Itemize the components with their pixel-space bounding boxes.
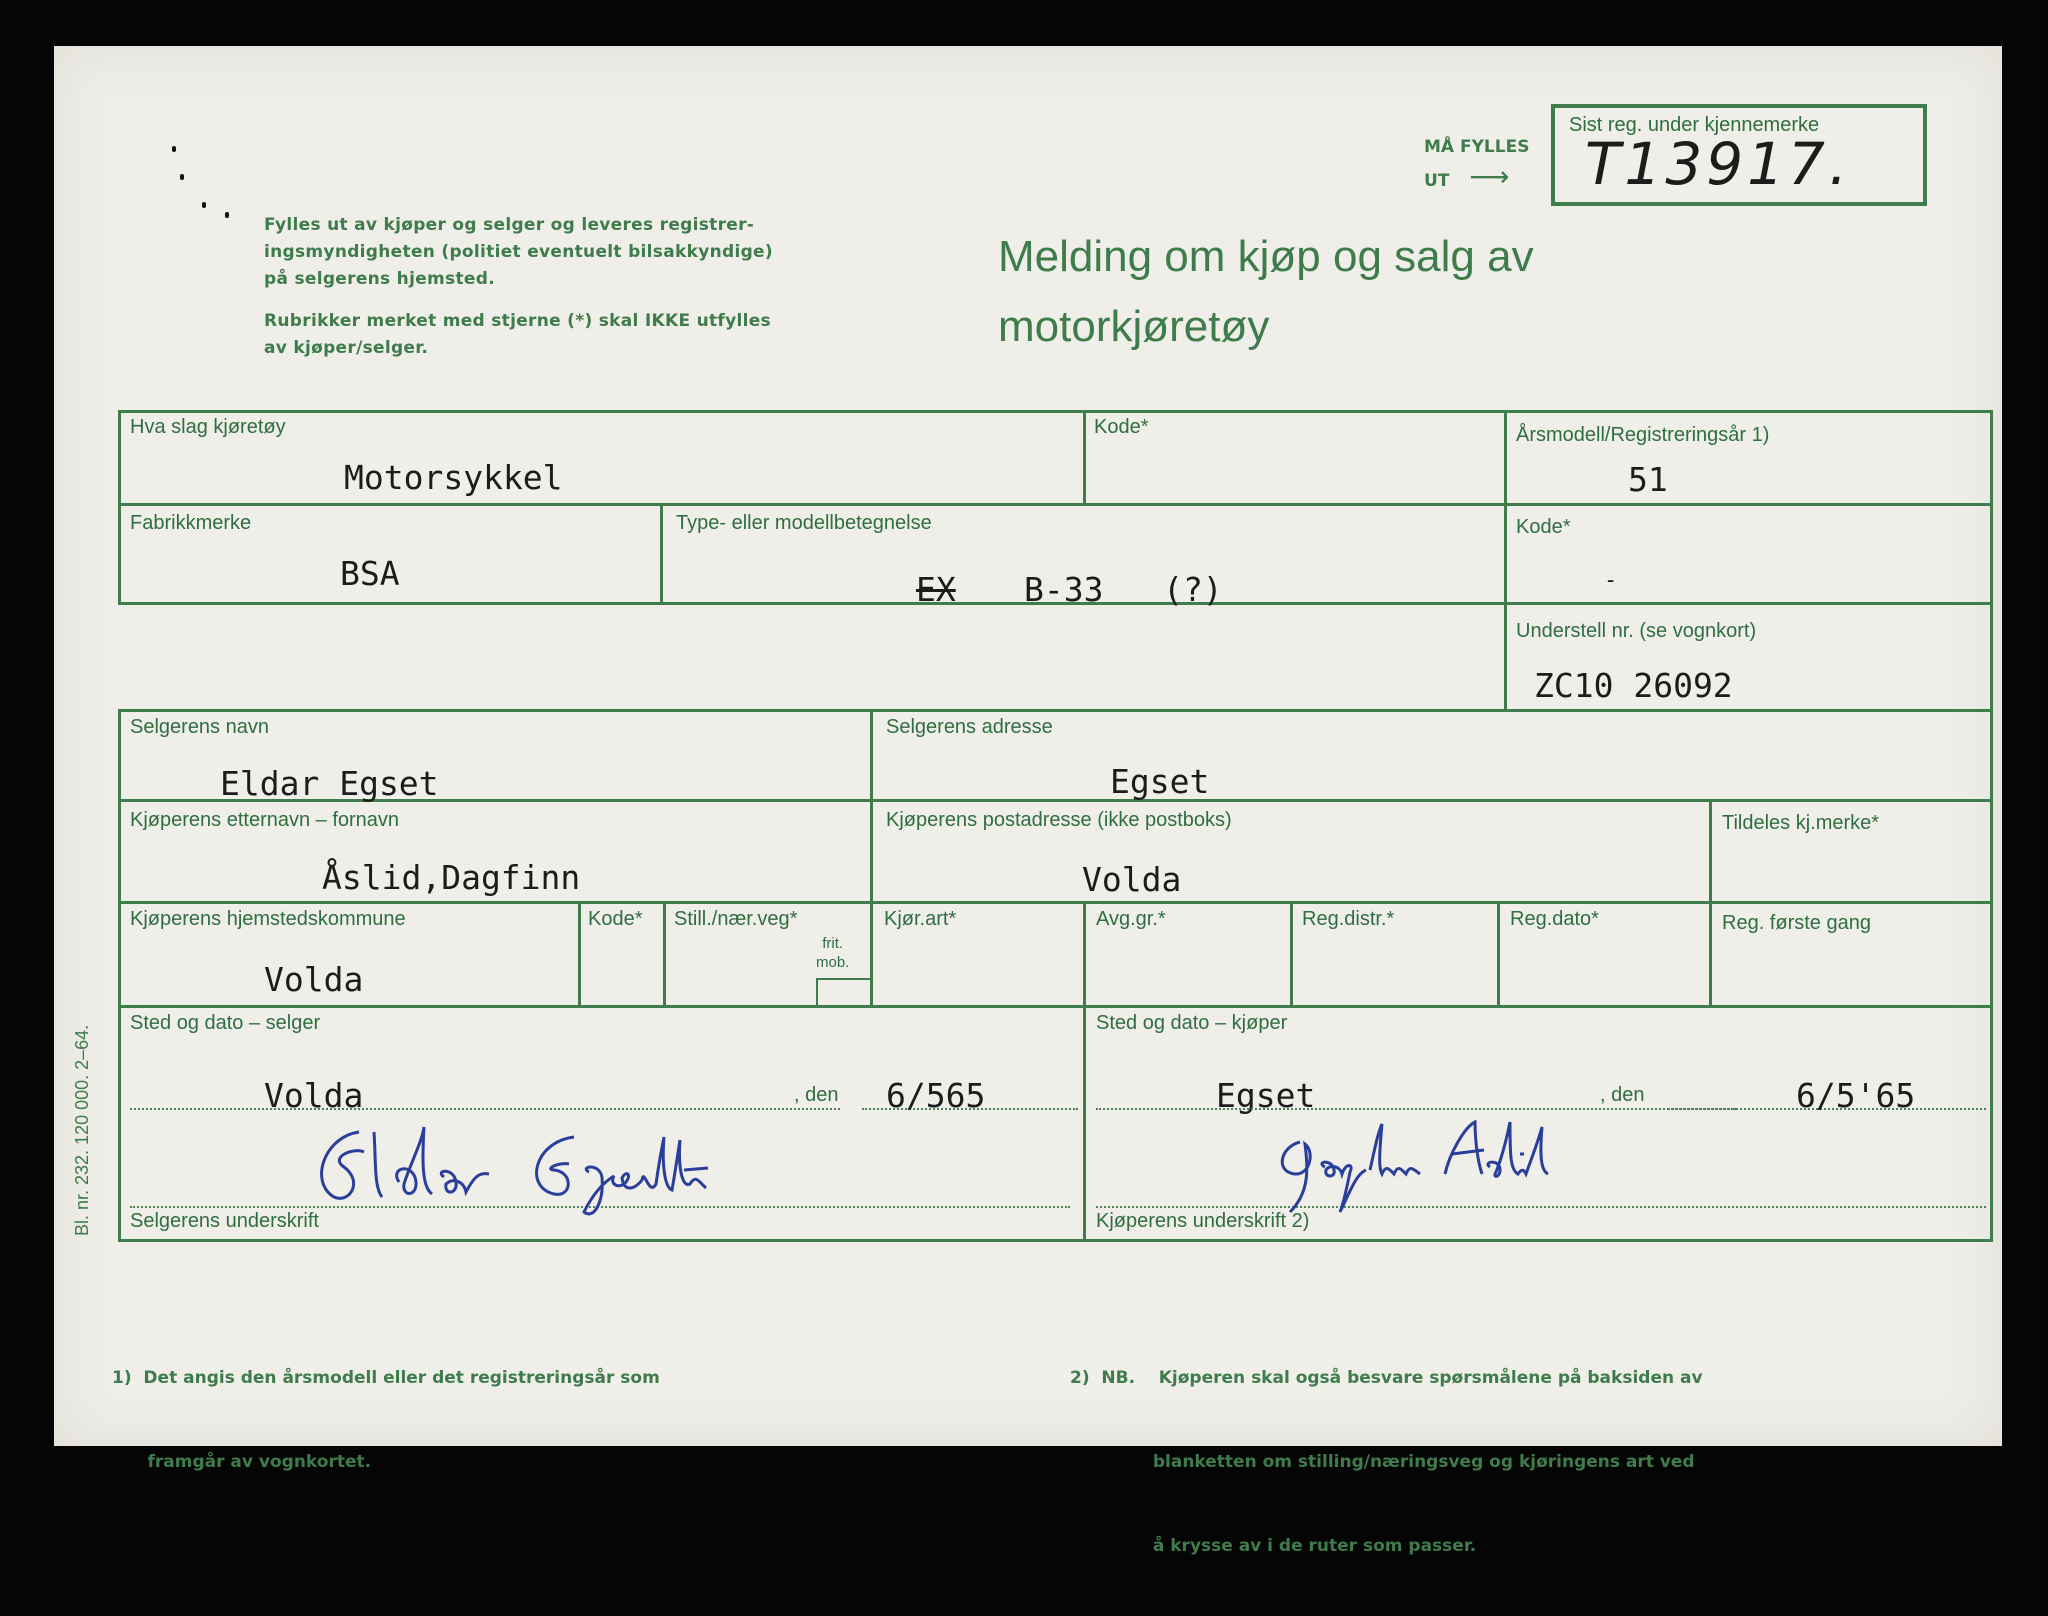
rubrik-note bbox=[264, 308, 771, 362]
buyer-date-value: 6/5'65 bbox=[1796, 1076, 1916, 1115]
punch-mark bbox=[202, 202, 206, 208]
must-fill-text: MÅ FYLLES bbox=[1424, 137, 1530, 157]
kjorart-label: Kjør.art* bbox=[884, 908, 957, 930]
regdistr-label: Reg.distr.* bbox=[1302, 908, 1395, 930]
instruction-line: på selgerens hjemsted. bbox=[264, 269, 495, 289]
municipality-value: Volda bbox=[264, 960, 364, 999]
vehicle-kode2-value: - bbox=[1604, 568, 1618, 593]
chassis-label: Understell nr. (se vognkort) bbox=[1516, 620, 1757, 642]
punch-mark bbox=[172, 146, 176, 152]
buyer-name-label: Kjøperens etternavn – fornavn bbox=[130, 809, 400, 831]
footnote-line: blanketten om stilling/næringsveg og kjøringens art ved bbox=[1070, 1452, 1695, 1472]
form-title bbox=[998, 222, 1534, 362]
title-line: motorkjøretøy bbox=[998, 302, 1270, 351]
make-label: Fabrikkmerke bbox=[130, 512, 252, 534]
avggr-label: Avg.gr.* bbox=[1096, 908, 1166, 930]
buyer-name-value: Åslid,Dagfinn bbox=[322, 858, 581, 897]
seller-place-label: Sted og dato – selger bbox=[130, 1012, 321, 1034]
municipality-kode-label: Kode* bbox=[588, 908, 643, 930]
instruction-line: Fylles ut av kjøper og selger og leveres registrer- bbox=[264, 215, 755, 235]
punch-mark bbox=[225, 212, 229, 218]
last-reg-value: T13917. bbox=[1585, 130, 1852, 198]
footnote-line: 1) Det angis den årsmodell eller det registreringsår som bbox=[112, 1368, 660, 1388]
footnote-line: framgår av vognkortet. bbox=[112, 1452, 372, 1472]
rubrik-line: av kjøper/selger. bbox=[264, 338, 429, 358]
seller-name-value: Eldar Egset bbox=[220, 764, 439, 803]
municipality-label: Kjøperens hjemstedskommune bbox=[130, 908, 406, 930]
instructions bbox=[264, 212, 773, 293]
seller-address-label: Selgerens adresse bbox=[886, 716, 1053, 738]
buyer-sign-label: Kjøperens underskrift 2) bbox=[1096, 1210, 1310, 1232]
last-reg-box bbox=[1551, 104, 1927, 206]
must-fill-text: UT bbox=[1424, 171, 1450, 191]
vehicle-kode2-label: Kode* bbox=[1516, 516, 1571, 538]
buyer-address-value: Volda bbox=[1082, 860, 1182, 899]
footnote-line: å krysse av i de ruter som passer. bbox=[1070, 1536, 1477, 1556]
year-model-label: Årsmodell/Registreringsår 1) bbox=[1516, 424, 1770, 446]
rubrik-line: Rubrikker merket med stjerne (*) skal IKKE utfylles bbox=[264, 311, 771, 331]
make-value: BSA bbox=[340, 554, 400, 593]
occupation-label: Still./nær.veg* bbox=[674, 908, 798, 930]
model-struck-value: EX bbox=[916, 570, 956, 609]
model-value: B-33 (?) bbox=[1024, 570, 1223, 609]
vehicle-kode-label: Kode* bbox=[1094, 416, 1149, 438]
seller-date-value: 6/565 bbox=[886, 1076, 986, 1115]
plate-label: Tildeles kj.merke* bbox=[1722, 812, 1880, 834]
vehicle-type-value: Motorsykkel bbox=[344, 458, 563, 497]
form-paper bbox=[54, 46, 2002, 1556]
frit-mob-label: frit. mob. bbox=[816, 935, 850, 971]
last-reg-label: Sist reg. under kjennemerke bbox=[1569, 114, 1820, 136]
buyer-place-value: Egset bbox=[1216, 1076, 1316, 1115]
footnote-line: 2) NB. Kjøperen skal også besvare spørsmålene på baksiden av bbox=[1070, 1368, 1703, 1388]
buyer-signature-image bbox=[1270, 1112, 1700, 1222]
vehicle-type-label: Hva slag kjøretøy bbox=[130, 416, 286, 438]
seller-den-label: , den bbox=[794, 1084, 839, 1106]
seller-place-value: Volda bbox=[264, 1076, 364, 1115]
must-fill-note bbox=[1424, 132, 1529, 196]
model-label: Type- eller modellbetegnelse bbox=[676, 512, 932, 534]
year-model-value: 51 bbox=[1628, 460, 1668, 499]
form-number-side-print: Bl. nr. 232. 120 000. 2–64. bbox=[72, 1024, 92, 1236]
arrow-right-icon: ⟶ bbox=[1469, 160, 1510, 193]
buyer-place-label: Sted og dato – kjøper bbox=[1096, 1012, 1288, 1034]
seller-name-label: Selgerens navn bbox=[130, 716, 269, 738]
instruction-line: ingsmyndigheten (politiet eventuelt bilsakkyndige) bbox=[264, 242, 773, 262]
punch-mark bbox=[180, 174, 184, 180]
seller-signature-image bbox=[304, 1112, 824, 1222]
first-reg-label: Reg. første gang bbox=[1722, 912, 1871, 934]
chassis-value: ZC10 26092 bbox=[1534, 666, 1733, 705]
footnote-1 bbox=[112, 1308, 660, 1532]
seller-address-value: Egset bbox=[1110, 762, 1210, 801]
footnote-2 bbox=[1070, 1308, 1703, 1616]
buyer-address-label: Kjøperens postadresse (ikke postboks) bbox=[886, 809, 1232, 831]
buyer-den-label: , den bbox=[1600, 1084, 1645, 1106]
title-line: Melding om kjøp og salg av bbox=[998, 232, 1534, 281]
regdato-label: Reg.dato* bbox=[1510, 908, 1599, 930]
seller-sign-label: Selgerens underskrift bbox=[130, 1210, 319, 1232]
